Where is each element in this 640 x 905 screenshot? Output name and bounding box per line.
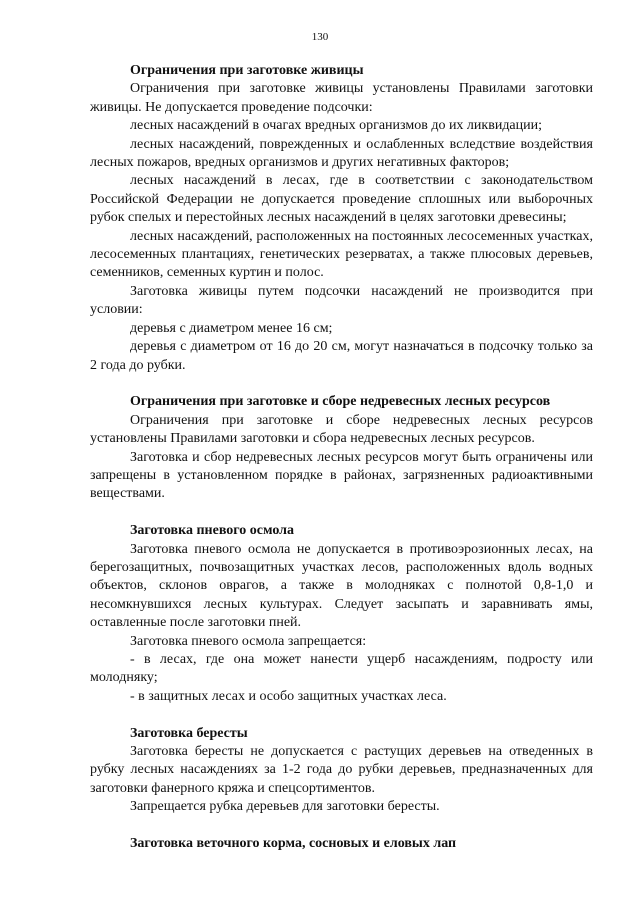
section-spacer	[90, 706, 593, 724]
section-heading: Заготовка веточного корма, сосновых и еловых лап	[130, 836, 457, 851]
paragraph: Заготовка пневого осмола не допускается в противоэрозионных лесах, на берегозащитных, почвозащитных участках лесов, расположенных вдоль водных объектов, склонов оврагов, а также в молодняках с полнотой 0,8-1,0 и несомкнувшихся лесных культурах. Следует засыпать и заравнивать ямы, оставленные после заготовки пней.	[90, 541, 593, 631]
paragraph: Заготовка пневого осмола запрещается:	[130, 633, 367, 649]
section-heading: Ограничения при заготовке живицы	[130, 63, 364, 78]
section-spacer	[90, 817, 593, 835]
section-spacer	[90, 504, 593, 522]
paragraph: Заготовка и сбор недревесных лесных ресурсов могут быть ограничены или запрещены в установленном порядке в районах, загрязненных радиоактивными веществами.	[90, 449, 593, 502]
section-heading: Заготовка пневого осмола	[130, 523, 295, 539]
paragraph: - в лесах, где она может нанести ущерб насаждениям, подросту или молодняку;	[90, 651, 593, 686]
paragraph: Заготовка бересты не допускается с растущих деревьев на отведенных в рубку лесных насаждениях за 1-2 года до рубки деревьев, предназначенных для заготовки фанерного кряжа и спецсортиментов.	[90, 743, 593, 796]
paragraph: деревья с диаметром от 16 до 20 см, могут назначаться в подсочку только за 2 года до рубки.	[90, 339, 593, 373]
paragraph: - в защитных лесах и особо защитных участках леса.	[130, 688, 447, 704]
section-non-timber-restrictions	[90, 393, 593, 503]
section-stump-resin	[90, 522, 593, 706]
section-heading: Ограничения при заготовке и сборе недревесных лесных ресурсов	[130, 394, 551, 410]
paragraph: лесных насаждений в лесах, где в соответствии с законодательством Российской Федерации не допускается проведение сплошных или выборочных рубок спелых и перестойных лесных насаждений в целях заготовки древесины;	[90, 173, 593, 226]
document-body	[90, 62, 593, 853]
paragraph: Заготовка живицы путем подсочки насаждений не производится при условии:	[90, 283, 593, 318]
paragraph: лесных насаждений, расположенных на постоянных лесосеменных участках, лесосеменных плантациях, генетических резерватах, а также плюсовых деревьев, семенников, семенных куртин и полос.	[90, 228, 593, 281]
page-number: 130	[311, 31, 329, 43]
section-branch-fodder	[90, 835, 593, 853]
paragraph: Запрещается рубка деревьев для заготовки бересты.	[130, 799, 440, 815]
paragraph: деревья с диаметром менее 16 см;	[130, 320, 333, 336]
section-heading: Заготовка бересты	[130, 725, 248, 741]
section-birch-bark	[90, 725, 593, 817]
paragraph: лесных насаждений, поврежденных и ослабленных вследствие воздействия лесных пожаров, вредных организмов и других негативных факторов;	[90, 136, 593, 171]
paragraph: лесных насаждений в очагах вредных организмов до их ликвидации;	[130, 118, 543, 134]
section-spacer	[90, 375, 593, 393]
paragraph: Ограничения при заготовке живицы установлены Правилами заготовки живицы. Не допускается проведение подсочки:	[90, 81, 593, 115]
paragraph: Ограничения при заготовке и сборе недревесных лесных ресурсов установлены Правилами заготовки и сбора недревесных лесных ресурсов.	[90, 412, 593, 447]
section-resin-restrictions	[90, 62, 593, 375]
